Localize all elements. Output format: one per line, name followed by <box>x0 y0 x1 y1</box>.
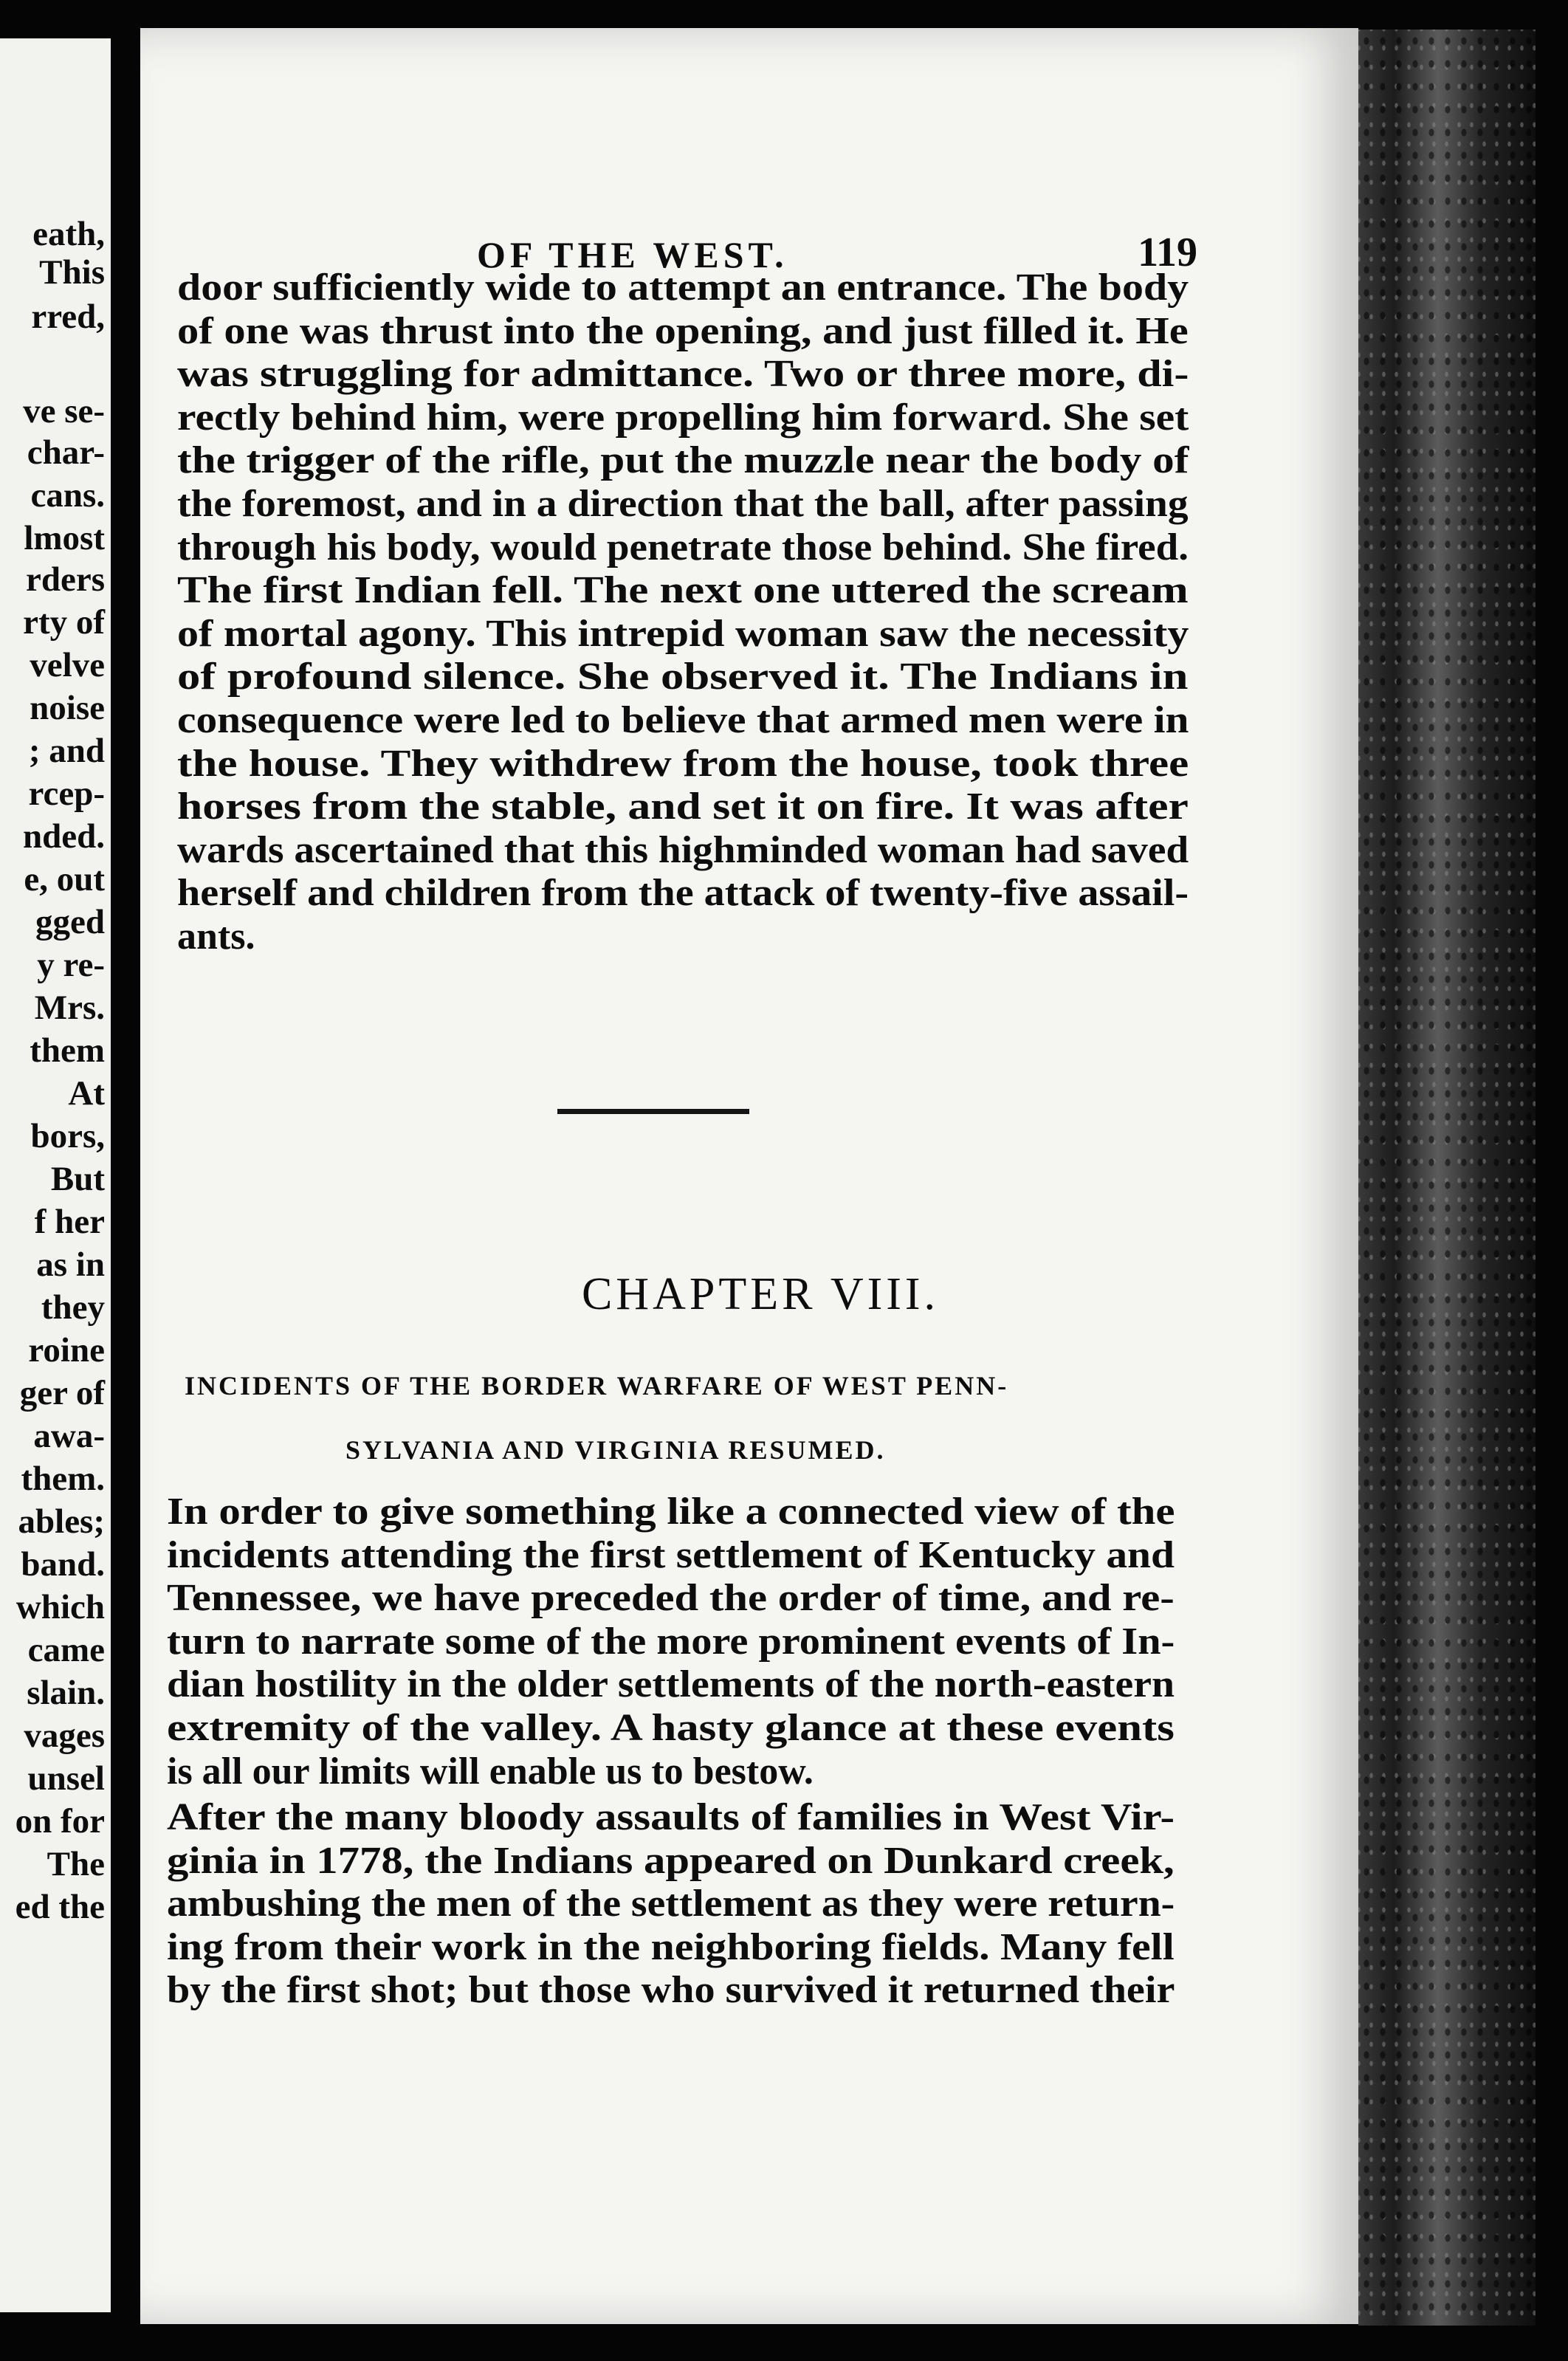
left-page-text-fragment: Mrs. <box>34 989 105 1027</box>
left-page-text-fragment: roine <box>28 1331 105 1369</box>
left-page-text-fragment: ger of <box>19 1374 105 1412</box>
left-page-text-fragment: noise <box>30 689 105 727</box>
left-page-text-fragment: they <box>41 1288 105 1327</box>
text-line: the foremost, and in a direction that the ball, after passing <box>177 483 1189 525</box>
text-line: Tennessee, we have preceded the order of time, and re- <box>167 1577 1175 1620</box>
left-page-text-fragment: The <box>47 1845 105 1883</box>
left-page-fragment <box>0 38 111 2312</box>
text-line: wards ascertained that this highminded woman had saved <box>177 828 1189 871</box>
left-page-text-fragment: rred, <box>31 298 105 336</box>
chapter-subtitle-line-2: SYLVANIA AND VIRGINIA RESUMED. <box>345 1435 886 1465</box>
text-line: the house. They withdrew from the house, took three <box>177 742 1189 785</box>
left-page-text-fragment: bors, <box>30 1117 105 1155</box>
left-page-text-fragment: lmost <box>24 519 105 557</box>
text-line: horses from the stable, and set it on fire. It was after <box>177 786 1189 828</box>
left-page-text-fragment: on for <box>15 1802 105 1841</box>
left-page-text-fragment: f her <box>34 1203 105 1241</box>
text-line: ants. <box>177 915 255 958</box>
left-page-text-fragment: rders <box>25 560 105 599</box>
book-page <box>140 28 1358 2324</box>
text-line: ambushing the men of the settlement as they were return- <box>167 1883 1175 1925</box>
chapter-subtitle-line-1: INCIDENTS OF THE BORDER WARFARE OF WEST PENN- <box>185 1371 1009 1401</box>
left-page-text-fragment: ed the <box>15 1888 105 1926</box>
text-line: After the many bloody assaults of families in West Vir- <box>167 1796 1175 1838</box>
left-page-text-fragment: y re- <box>37 946 105 984</box>
left-page-text-fragment: awa- <box>33 1417 105 1455</box>
left-page-text-fragment: them <box>30 1031 105 1070</box>
text-line: The first Indian fell. The next one uttered the scream <box>177 569 1189 612</box>
text-line: ginia in 1778, the Indians appeared on Dunkard creek, <box>167 1839 1175 1882</box>
text-line: rectly behind him, were propelling him forward. She set <box>177 396 1189 439</box>
left-page-text-fragment: ; and <box>28 732 105 770</box>
text-line: through his body, would penetrate those behind. She fired. <box>177 526 1189 568</box>
left-page-text-fragment: which <box>16 1588 105 1626</box>
left-page-text-fragment: char- <box>27 433 105 472</box>
text-line: of profound silence. She observed it. The Indians in <box>177 656 1189 698</box>
left-page-text-fragment: slain. <box>27 1674 105 1712</box>
text-line: herself and children from the attack of twenty-five assail- <box>177 872 1189 915</box>
left-page-text-fragment: This <box>39 253 105 292</box>
spine-texture <box>1358 30 1536 2326</box>
left-page-text-fragment: ve se- <box>23 392 105 430</box>
left-page-text-fragment: cans. <box>30 476 105 515</box>
left-page-text-fragment: as in <box>36 1245 105 1284</box>
left-page-text-fragment: rty of <box>23 603 105 642</box>
text-line: is all our limits will enable us to bestow. <box>167 1750 814 1793</box>
text-line: extremity of the valley. A hasty glance at these events <box>167 1707 1175 1749</box>
text-line: dian hostility in the older settlements of the north-eastern <box>167 1663 1175 1706</box>
text-line: door sufficiently wide to attempt an entrance. The body <box>177 267 1189 309</box>
text-line: of mortal agony. This intrepid woman saw the necessity <box>177 612 1189 655</box>
left-page-text-fragment: vages <box>24 1716 105 1755</box>
left-page-text-fragment: nded. <box>22 817 105 856</box>
left-page-text-fragment: e, out <box>24 860 105 898</box>
left-page-text-fragment: eath, <box>32 215 105 253</box>
text-line: the trigger of the rifle, put the muzzle near the body of <box>177 439 1189 482</box>
text-line: consequence were led to believe that armed men were in <box>177 699 1189 741</box>
section-divider <box>557 1109 749 1114</box>
left-page-text-fragment: them. <box>21 1460 105 1498</box>
running-head: OF THE WEST. <box>477 234 788 275</box>
left-page-text-fragment: But <box>50 1160 105 1198</box>
text-line: ing from their work in the neighboring fields. Many fell <box>167 1925 1175 1968</box>
text-line: of one was thrust into the opening, and just filled it. He <box>177 309 1189 352</box>
left-page-text-fragment: unsel <box>27 1759 105 1798</box>
page-number: 119 <box>1138 230 1197 275</box>
text-line: In order to give something like a connected view of the <box>167 1491 1175 1533</box>
text-line: incidents attending the first settlement of Kentucky and <box>167 1533 1175 1576</box>
left-page-text-fragment: came <box>27 1631 105 1669</box>
book-spine <box>1358 30 1536 2326</box>
left-page-text-fragment: velve <box>30 646 105 684</box>
text-line: turn to narrate some of the more prominent events of In- <box>167 1620 1175 1663</box>
left-page-text-fragment: At <box>68 1074 105 1113</box>
text-line: was struggling for admittance. Two or three more, di- <box>177 353 1189 396</box>
text-line: by the first shot; but those who survived it returned their <box>167 1969 1175 2012</box>
left-page-text-fragment: rcep- <box>28 774 105 813</box>
left-page-text-fragment: gged <box>35 903 105 941</box>
left-page-text-fragment: band. <box>21 1545 105 1584</box>
left-page-text-fragment: ables; <box>18 1502 105 1541</box>
chapter-title: CHAPTER VIII. <box>581 1269 940 1319</box>
